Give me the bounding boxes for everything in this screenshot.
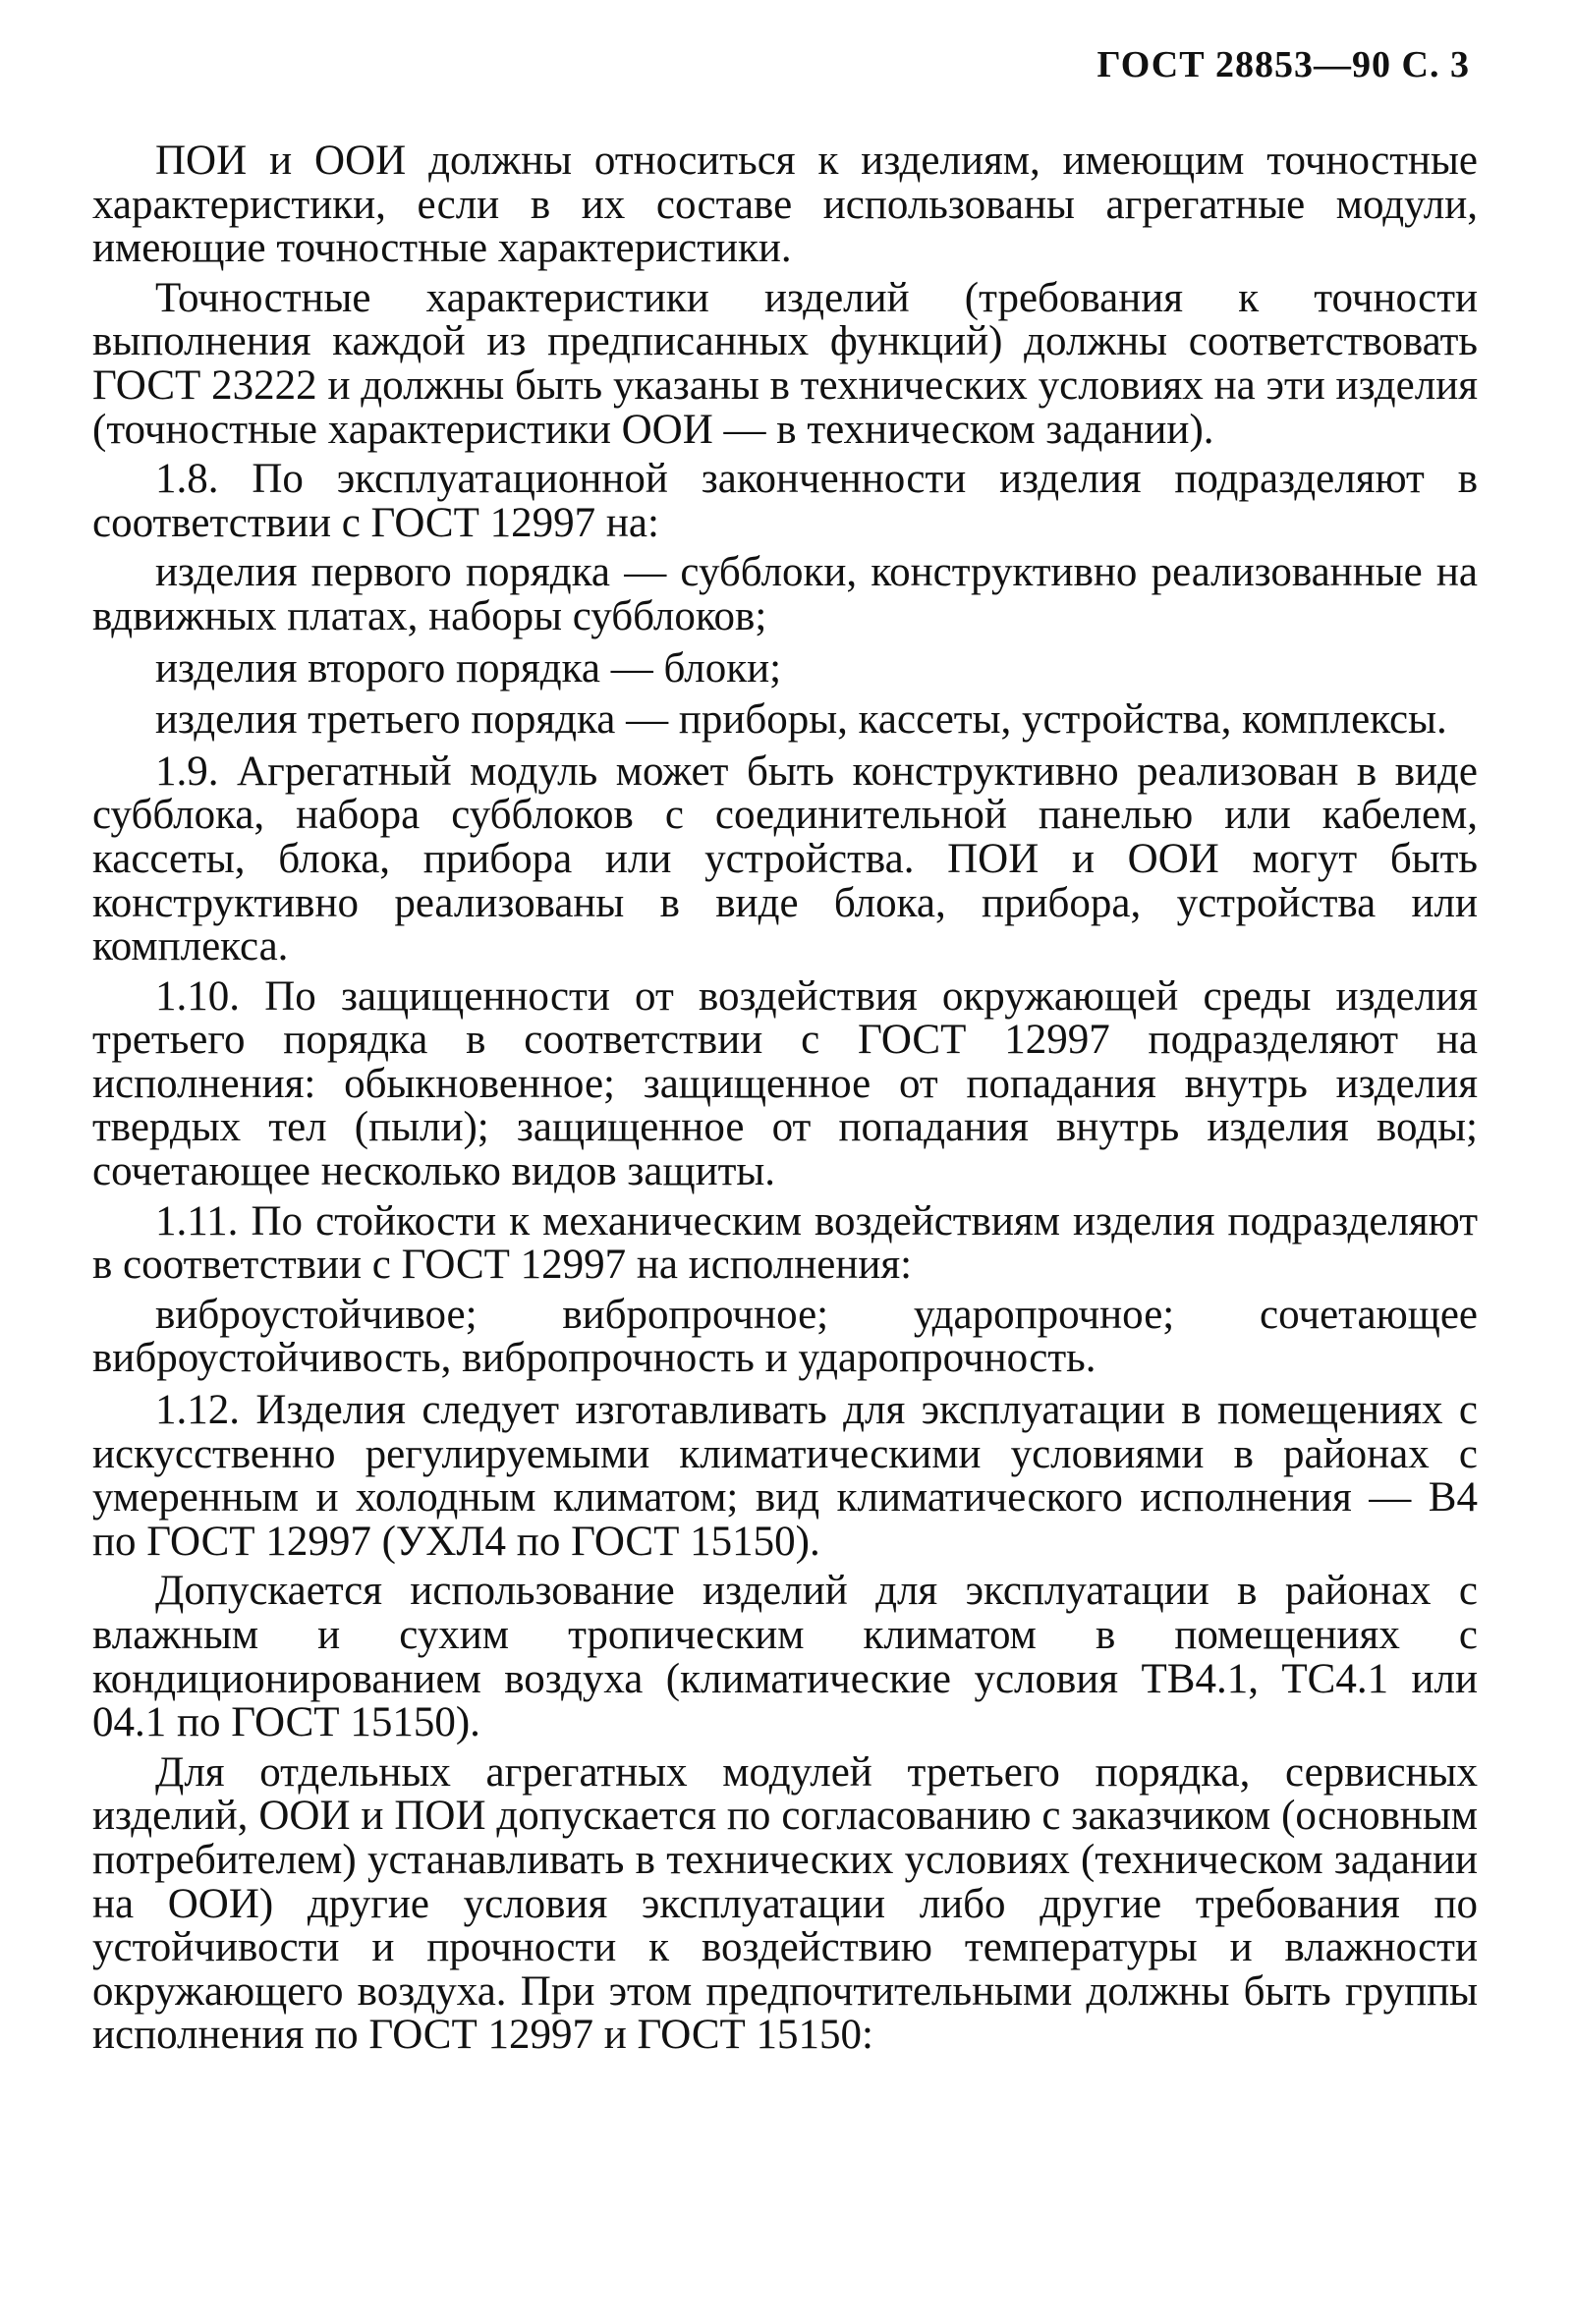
list-item: изделия первого порядка — субблоки, конструктивно реализованные на вдвижных платах, наборы субблоков; — [92, 549, 1478, 639]
section-1-11: 1.11. По стойкости к механическим воздействиям изделия подразделяют в соответствии с ГОСТ 12997 на исполнения: — [92, 1197, 1478, 1289]
page-header: ГОСТ 28853—90 С. 3 — [1096, 44, 1470, 85]
paragraph: Для отдельных агрегатных модулей третьего порядка, сервисных изделий, ООИ и ПОИ допускается по согласованию с заказчиком (основным потребителем) устанавливать в технических условиях (техническом задании на ООИ) другие условия эксплуатации либо другие требования по устойчивости и прочности к воздействию температуры и влажности окружающего воздуха. При этом предпочтительными должны быть группы исполнения по ГОСТ 12997 и ГОСТ 15150: — [92, 1748, 1478, 2059]
paragraph: Допускается использование изделий для эксплуатации в районах с влажным и сухим тропическим климатом в помещениях с кондиционированием воздуха (климатические условия ТВ4.1, ТС4.1 или 04.1 по ГОСТ 15150). — [92, 1568, 1478, 1746]
list-item: изделия третьего порядка — приборы, кассеты, устройства, комплексы. — [155, 696, 1447, 744]
section-1-12: 1.12. Изделия следует изготавливать для эксплуатации в помещениях с искусственно регулируемыми климатическими условиями в районах с умеренным и холодным климатом; вид климатического исполнения — В4 по ГОСТ 12997 (УХЛ4 по ГОСТ 15150). — [92, 1387, 1478, 1565]
list-item: виброустойчивое; вибропрочное; ударопрочное; сочетающее виброустойчивость, вибропрочность и ударопрочность. — [92, 1291, 1478, 1382]
document-body — [92, 139, 1478, 2064]
section-1-10: 1.10. По защищенности от воздействия окружающей среды изделия третьего порядка в соответствии с ГОСТ 12997 подразделяют на исполнения: обыкновенное; защищенное от попадания внутрь изделия твердых тел (пыли); защищенное от попадания внутрь изделия воды; сочетающее несколько видов защиты. — [92, 972, 1478, 1195]
paragraph: Точностные характеристики изделий (требования к точности выполнения каждой из предписанных функций) должны соответствовать ГОСТ 23222 и должны быть указаны в технических условиях на эти изделия (точностные характеристики ООИ — в техническом задании). — [92, 274, 1478, 453]
section-1-9: 1.9. Агрегатный модуль может быть конструктивно реализован в виде субблока, набора субблоков с соединительной панелью или кабелем, кассеты, блока, прибора или устройства. ПОИ и ООИ могут быть конструктивно реализованы в виде блока, прибора, устройства или комплекса. — [92, 747, 1478, 970]
paragraph: ПОИ и ООИ должны относиться к изделиям, имеющим точностные характеристики, если в их составе использованы агрегатные модули, имеющие точностные характеристики. — [92, 138, 1478, 272]
section-1-8: 1.8. По эксплуатационной законченности изделия подразделяют в соответствии с ГОСТ 12997 на: — [92, 456, 1478, 546]
list-item: изделия второго порядка — блоки; — [155, 644, 782, 692]
